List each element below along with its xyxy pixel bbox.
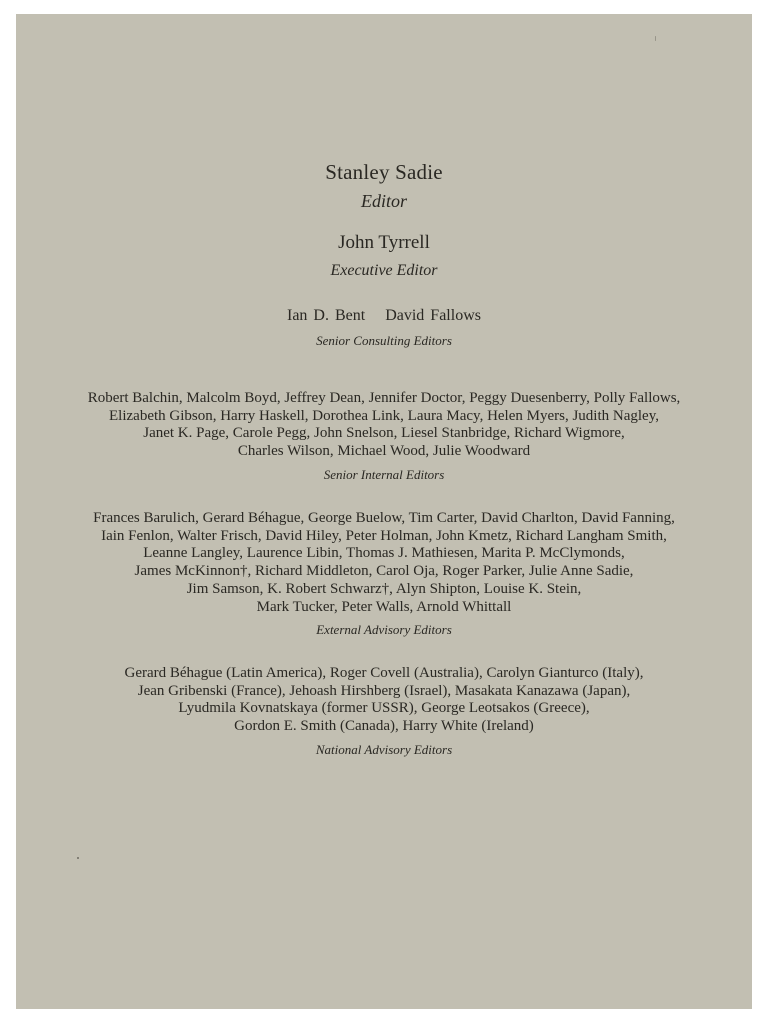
name-line: Frances Barulich, Gerard Béhague, George Buelow, Tim Carter, David Charlton, David Fanning, [93, 510, 675, 526]
external-advisory-role: External Advisory Editors [316, 622, 452, 637]
editor-role: Editor [360, 191, 407, 211]
name-line: Leanne Langley, Laurence Libin, Thomas J. Mathiesen, Marita P. McClymonds, [143, 545, 625, 562]
senior-consulting-name: David Fallows [385, 307, 481, 324]
national-advisory-editors-list [0, 665, 768, 736]
name-line: Mark Tucker, Peter Walls, Arnold Whittall [256, 598, 512, 615]
senior-consulting-name: Ian D. Bent [287, 307, 366, 324]
name-line: Gerard Béhague (Latin America), Roger Covell (Australia), Carolyn Gianturco (Italy), [124, 665, 644, 681]
external-advisory-editors-list [0, 510, 768, 616]
senior-consulting-role: Senior Consulting Editors [316, 333, 452, 348]
name-line: Jim Samson, K. Robert Schwarz†, Alyn Shipton, Louise K. Stein, [186, 580, 582, 597]
name-line: Robert Balchin, Malcolm Boyd, Jeffrey Dean, Jennifer Doctor, Peggy Duesenberry, Polly Fallows, [87, 390, 681, 406]
executive-editor-name: John Tyrrell [338, 232, 430, 253]
paper-speck [655, 36, 656, 41]
senior-consulting-names [0, 307, 768, 325]
editor-name: Stanley Sadie [325, 160, 443, 184]
name-line: Jean Gribenski (France), Jehoash Hirshberg (Israel), Masakata Kanazawa (Japan), [137, 682, 631, 699]
name-line: Elizabeth Gibson, Harry Haskell, Dorothea Link, Laura Macy, Helen Myers, Judith Nagley, [109, 407, 659, 424]
name-line: Gordon E. Smith (Canada), Harry White (Ireland) [234, 718, 534, 735]
name-line: Iain Fenlon, Walter Frisch, David Hiley, Peter Holman, John Kmetz, Richard Langham Smith, [101, 527, 667, 544]
name-line: Janet K. Page, Carole Pegg, John Snelson, Liesel Stanbridge, Richard Wigmore, [143, 425, 625, 442]
senior-internal-role: Senior Internal Editors [323, 467, 445, 482]
senior-internal-editors-list [0, 390, 768, 461]
name-line: Charles Wilson, Michael Wood, Julie Woodward [237, 443, 531, 460]
name-line: Lyudmila Kovnatskaya (former USSR), George Leotsakos (Greece), [178, 700, 590, 717]
name-line: James McKinnon†, Richard Middleton, Carol Oja, Roger Parker, Julie Anne Sadie, [134, 563, 634, 580]
executive-editor-role: Executive Editor [330, 262, 438, 279]
paper-speck [77, 857, 79, 859]
national-advisory-role: National Advisory Editors [315, 742, 453, 757]
